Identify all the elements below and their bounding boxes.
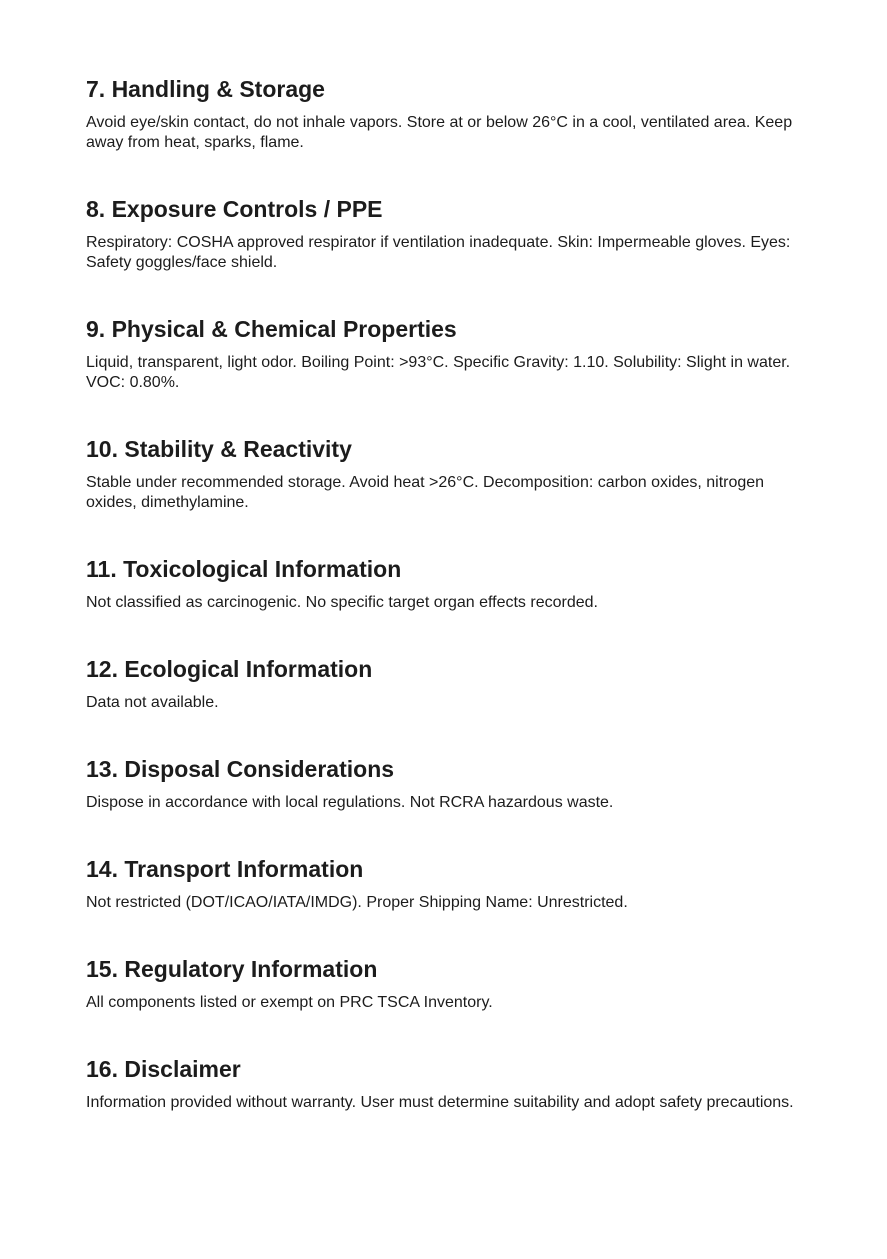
section-body-text: Liquid, transparent, light odor. Boiling Point: >93°C. Specific Gravity: 1.10. Solubility: Slight in water. VOC: 0.80%. [86, 354, 791, 391]
section-regulatory-information [86, 955, 811, 1013]
section-physical-chemical-properties [86, 315, 811, 393]
section-heading: 15. Regulatory Information [86, 956, 378, 982]
section-heading: 12. Ecological Information [86, 656, 373, 682]
section-heading: 9. Physical & Chemical Properties [86, 316, 457, 342]
section-disposal-considerations [86, 755, 811, 813]
section-body-text: Avoid eye/skin contact, do not inhale vapors. Store at or below 26°C in a cool, ventilated area. Keep away from heat, sparks, flame. [86, 114, 793, 151]
section-body-text: Data not available. [86, 694, 219, 711]
section-heading: 8. Exposure Controls / PPE [86, 196, 383, 222]
section-body-text: All components listed or exempt on PRC TSCA Inventory. [86, 994, 493, 1011]
section-body-text: Respiratory: COSHA approved respirator if ventilation inadequate. Skin: Impermeable gloves. Eyes: Safety goggles/face shield. [86, 234, 791, 271]
section-handling-storage [86, 75, 811, 153]
section-heading: 7. Handling & Storage [86, 76, 325, 102]
section-heading: 11. Toxicological Information [86, 556, 402, 582]
section-body-text: Dispose in accordance with local regulations. Not RCRA hazardous waste. [86, 794, 614, 811]
section-heading: 10. Stability & Reactivity [86, 436, 352, 462]
section-body-text: Not classified as carcinogenic. No specific target organ effects recorded. [86, 594, 598, 611]
section-stability-reactivity [86, 435, 811, 513]
section-body-text: Not restricted (DOT/ICAO/IATA/IMDG). Proper Shipping Name: Unrestricted. [86, 894, 628, 911]
section-heading: 14. Transport Information [86, 856, 364, 882]
section-exposure-controls-ppe [86, 195, 811, 273]
section-body-text: Stable under recommended storage. Avoid heat >26°C. Decomposition: carbon oxides, nitrogen oxides, dimethylamine. [86, 474, 765, 511]
section-body-text: Information provided without warranty. User must determine suitability and adopt safety precautions. [86, 1094, 794, 1111]
section-disclaimer [86, 1055, 811, 1113]
section-heading: 16. Disclaimer [86, 1056, 241, 1082]
section-transport-information [86, 855, 811, 913]
section-toxicological-information [86, 555, 811, 613]
section-ecological-information [86, 655, 811, 713]
section-heading: 13. Disposal Considerations [86, 756, 395, 782]
